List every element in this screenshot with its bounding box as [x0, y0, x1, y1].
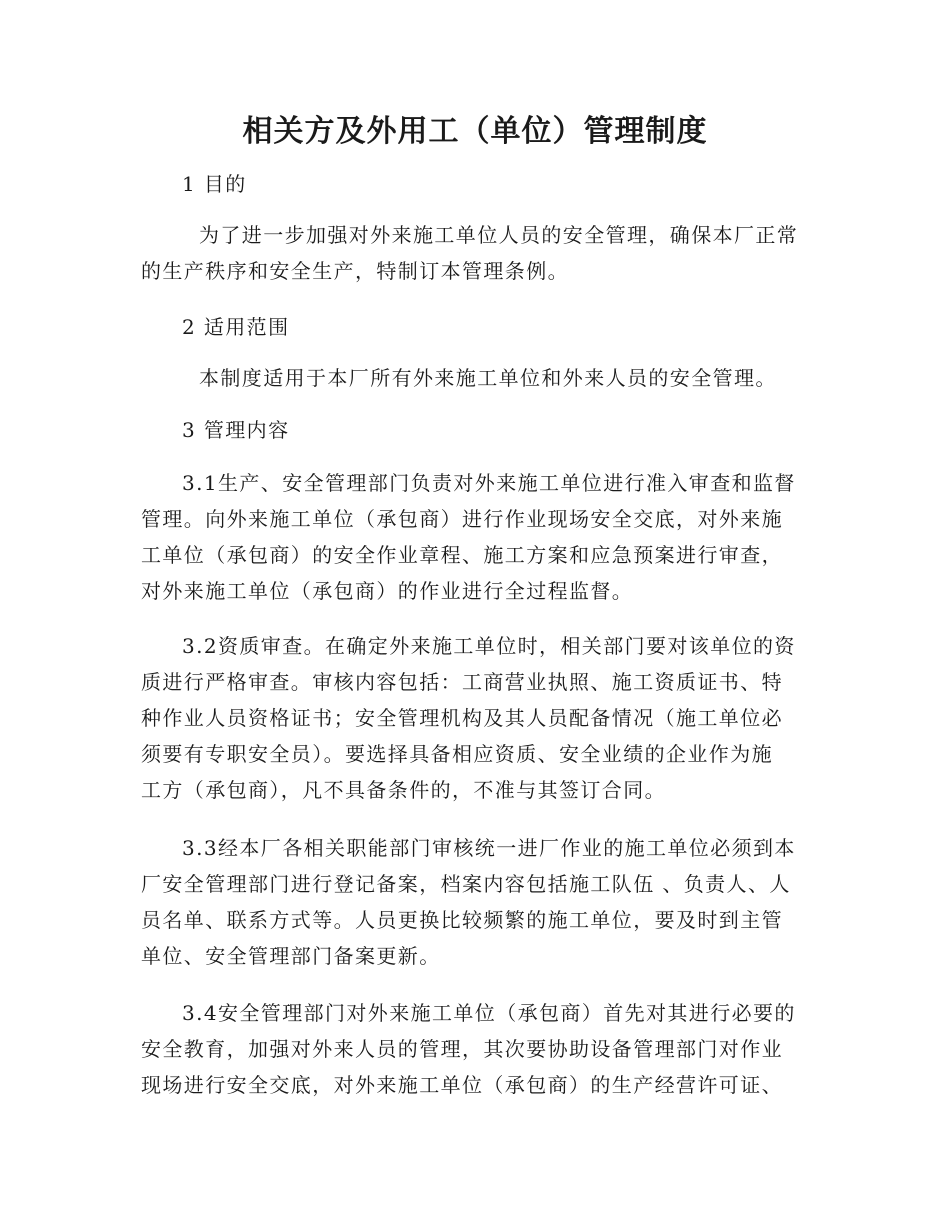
paragraph-3-1	[141, 465, 816, 609]
paragraph-line: 为了进一步加强对外来施工单位人员的安全管理，确保本厂正常	[199, 223, 799, 247]
paragraph-line: 的生产秩序和安全生产，特制订本管理条例。	[141, 259, 569, 283]
paragraph-3-4	[141, 995, 816, 1103]
paragraph-line: 工单位（承包商）的安全作业章程、施工方案和应急预案进行审查，	[141, 543, 783, 567]
document-title: 相关方及外用工（单位）管理制度	[242, 114, 708, 149]
paragraph-line: 种作业人员资格证书；安全管理机构及其人员配备情况（施工单位必	[141, 706, 783, 730]
paragraph-purpose	[141, 217, 816, 289]
paragraph-line: 3.4安全管理部门对外来施工单位（承包商）首先对其进行必要的	[182, 1001, 796, 1025]
paragraph-line: 单位、安全管理部门备案更新。	[141, 944, 441, 968]
paragraph-line: 安全教育，加强对外来人员的管理，其次要协助设备管理部门对作业	[141, 1037, 783, 1061]
heading-text: 1 目的	[182, 172, 247, 196]
paragraph-scope	[141, 360, 816, 396]
paragraph-line: 工方（承包商），凡不具备条件的，不准与其签订合同。	[141, 778, 666, 802]
paragraph-line: 管理。向外来施工单位（承包商）进行作业现场安全交底，对外来施	[141, 507, 783, 531]
paragraph-line: 厂安全管理部门进行登记备案，档案内容包括施工队伍 、负责人、人	[141, 872, 791, 896]
paragraph-line: 质进行严格审查。审核内容包括：工商营业执照、施工资质证书、特	[141, 670, 783, 694]
paragraph-line: 3.1生产、安全管理部门负责对外来施工单位进行准入审查和监督	[182, 471, 796, 495]
paragraph-line: 员名单、联系方式等。人员更换比较频繁的施工单位，要及时到主管	[141, 908, 783, 932]
section-heading-management	[141, 412, 816, 448]
heading-text: 2 适用范围	[182, 315, 290, 339]
paragraph-line: 3.3经本厂各相关职能部门审核统一进厂作业的施工单位必须到本	[182, 836, 796, 860]
section-heading-purpose	[141, 166, 816, 202]
heading-text: 3 管理内容	[182, 418, 290, 442]
paragraph-line: 3.2资质审查。在确定外来施工单位时，相关部门要对该单位的资	[182, 634, 796, 658]
section-heading-scope	[141, 309, 816, 345]
paragraph-3-3	[141, 830, 816, 974]
paragraph-line: 对外来施工单位（承包商）的作业进行全过程监督。	[141, 579, 634, 603]
paragraph-line: 须要有专职安全员）。要选择具备相应资质、安全业绩的企业作为施	[141, 742, 773, 766]
paragraph-3-2	[141, 628, 816, 808]
paragraph-line: 现场进行安全交底，对外来施工单位（承包商）的生产经营许可证、	[141, 1073, 783, 1097]
paragraph-line: 本制度适用于本厂所有外来施工单位和外来人员的安全管理。	[199, 366, 777, 390]
